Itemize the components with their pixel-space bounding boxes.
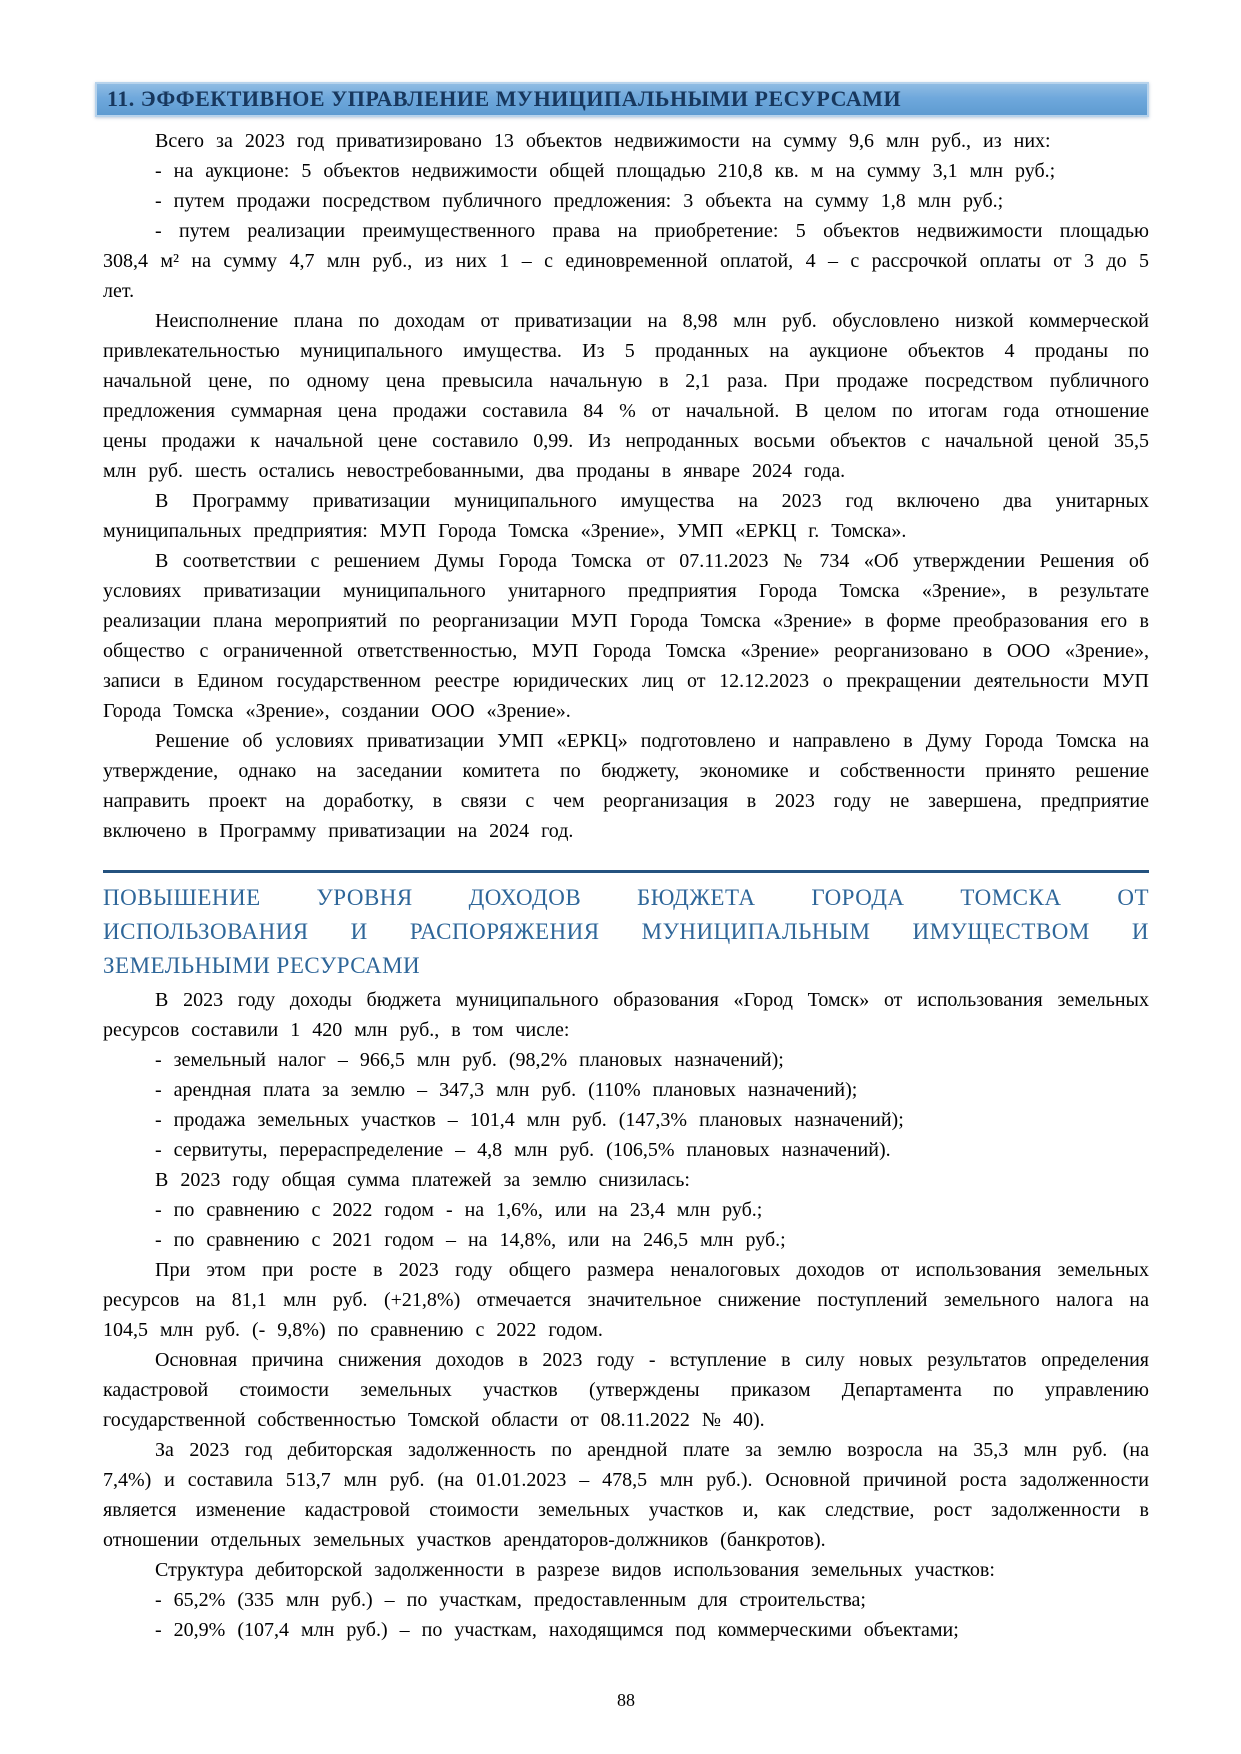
list-line: - по сравнению с 2022 годом - на 1,6%, или на 23,4 млн руб.;	[155, 1199, 763, 1221]
section-header-bar	[95, 82, 1149, 117]
subsection-title-line: ПОВЫШЕНИЕ УРОВНЯ ДОХОДОВ БЮДЖЕТА ГОРОДА ТОМСКА ОТ	[103, 885, 1149, 910]
subsection-title-line: ИСПОЛЬЗОВАНИЯ И РАСПОРЯЖЕНИЯ МУНИЦИПАЛЬНЫМ ИМУЩЕСТВОМ И	[103, 919, 1149, 944]
list-line: - арендная плата за землю – 347,3 млн руб. (110% плановых назначений);	[155, 1079, 858, 1101]
land-resources-text-block	[103, 985, 1149, 1645]
paragraph: В 2023 году общая сумма платежей за землю снизилась:	[155, 1169, 690, 1191]
subsection-heading	[103, 870, 1149, 983]
list-line: - по сравнению с 2021 годом – на 14,8%, или на 246,5 млн руб.;	[155, 1229, 786, 1251]
page-content	[103, 82, 1149, 1645]
list-line: - путем реализации преимущественного права на приобретение: 5 объектов недвижимости площадью 308,4 м² на сумму 4,7 млн руб., из них 1 – с единовременной оплатой, 4 – с рассрочкой оплаты от 3 до 5 лет.	[103, 220, 1149, 302]
list-line: - 20,9% (107,4 млн руб.) – по участкам, находящимся под коммерческими объектами;	[155, 1619, 959, 1641]
list-line: - продажа земельных участков – 101,4 млн руб. (147,3% плановых назначений);	[155, 1109, 904, 1131]
paragraph: В 2023 году доходы бюджета муниципального образования «Город Томск» от использования земельных ресурсов составили 1 420 млн руб., в том числе:	[103, 989, 1149, 1041]
page-number: 88	[617, 1690, 635, 1710]
section-title: 11. ЭФФЕКТИВНОЕ УПРАВЛЕНИЕ МУНИЦИПАЛЬНЫМИ РЕСУРСАМИ	[107, 86, 902, 111]
paragraph: При этом при росте в 2023 году общего размера неналоговых доходов от использования земельных ресурсов на 81,1 млн руб. (+21,8%) отмечается значительное снижение поступлений земельного налога на 104,5 млн руб. (- 9,8%) по сравнению с 2022 годом.	[103, 1259, 1149, 1341]
list-line: - сервитуты, перераспределение – 4,8 млн руб. (106,5% плановых назначений).	[155, 1139, 891, 1161]
privatization-text-block	[103, 126, 1149, 846]
paragraph: Решение об условиях приватизации УМП «ЕРКЦ» подготовлено и направлено в Думу Города Томска на утверждение, однако на заседании комитета по бюджету, экономике и собственности принято решение направить проект на доработку, в связи с чем реорганизация в 2023 году не завершена, предприятие включено в Программу приватизации на 2024 год.	[103, 730, 1149, 842]
list-line: - на аукционе: 5 объектов недвижимости общей площадью 210,8 кв. м на сумму 3,1 млн руб.;	[155, 160, 1056, 182]
paragraph: Основная причина снижения доходов в 2023 году - вступление в силу новых результатов определения кадастровой стоимости земельных участков (утверждены приказом Департамента по управлению государственной собственностью Томской области от 08.11.2022 № 40).	[103, 1349, 1149, 1431]
paragraph: Всего за 2023 год приватизировано 13 объектов недвижимости на сумму 9,6 млн руб., из них:	[155, 130, 1051, 152]
paragraph: В соответствии с решением Думы Города Томска от 07.11.2023 № 734 «Об утверждении Решения об условиях приватизации муниципального унитарного предприятия Города Томска «Зрение», в результате реализации плана мероприятий по реорганизации МУП Города Томска «Зрение» в форме преобразования его в общество с ограниченной ответственностью, МУП Города Томска «Зрение» реорганизовано в ООО «Зрение», записи в Едином государственном реестре юридических лиц от 12.12.2023 о прекращении деятельности МУП Города Томска «Зрение», создании ООО «Зрение».	[103, 550, 1149, 722]
paragraph: Структура дебиторской задолженности в разрезе видов использования земельных участков:	[155, 1559, 995, 1581]
paragraph: Неисполнение плана по доходам от приватизации на 8,98 млн руб. обусловлено низкой коммерческой привлекательностью муниципального имущества. Из 5 проданных на аукционе объектов 4 проданы по начальной цене, по одному цена превысила начальную в 2,1 раза. При продаже посредством публичного предложения суммарная цена продажи составила 84 % от начальной. В целом по итогам года отношение цены продажи к начальной цене составило 0,99. Из непроданных восьми объектов с начальной ценой 35,5 млн руб. шесть остались невостребованными, два проданы в январе 2024 года.	[103, 310, 1149, 482]
list-line: - земельный налог – 966,5 млн руб. (98,2% плановых назначений);	[155, 1049, 784, 1071]
list-line: - путем продажи посредством публичного предложения: 3 объекта на сумму 1,8 млн руб.;	[155, 190, 1004, 212]
paragraph: В Программу приватизации муниципального имущества на 2023 год включено два унитарных муниципальных предприятия: МУП Города Томска «Зрение», УМП «ЕРКЦ г. Томска».	[103, 490, 1149, 542]
subsection-title-line: ЗЕМЕЛЬНЫМИ РЕСУРСАМИ	[103, 953, 421, 978]
list-line: - 65,2% (335 млн руб.) – по участкам, предоставленным для строительства;	[155, 1589, 866, 1611]
paragraph: За 2023 год дебиторская задолженность по арендной плате за землю возросла на 35,3 млн руб. (на 7,4%) и составила 513,7 млн руб. (на 01.01.2023 – 478,5 млн руб.). Основной причиной роста задолженности является изменение кадастровой стоимости земельных участков и, как следствие, рост задолженности в отношении отдельных земельных участков арендаторов-должников (банкротов).	[103, 1439, 1149, 1551]
